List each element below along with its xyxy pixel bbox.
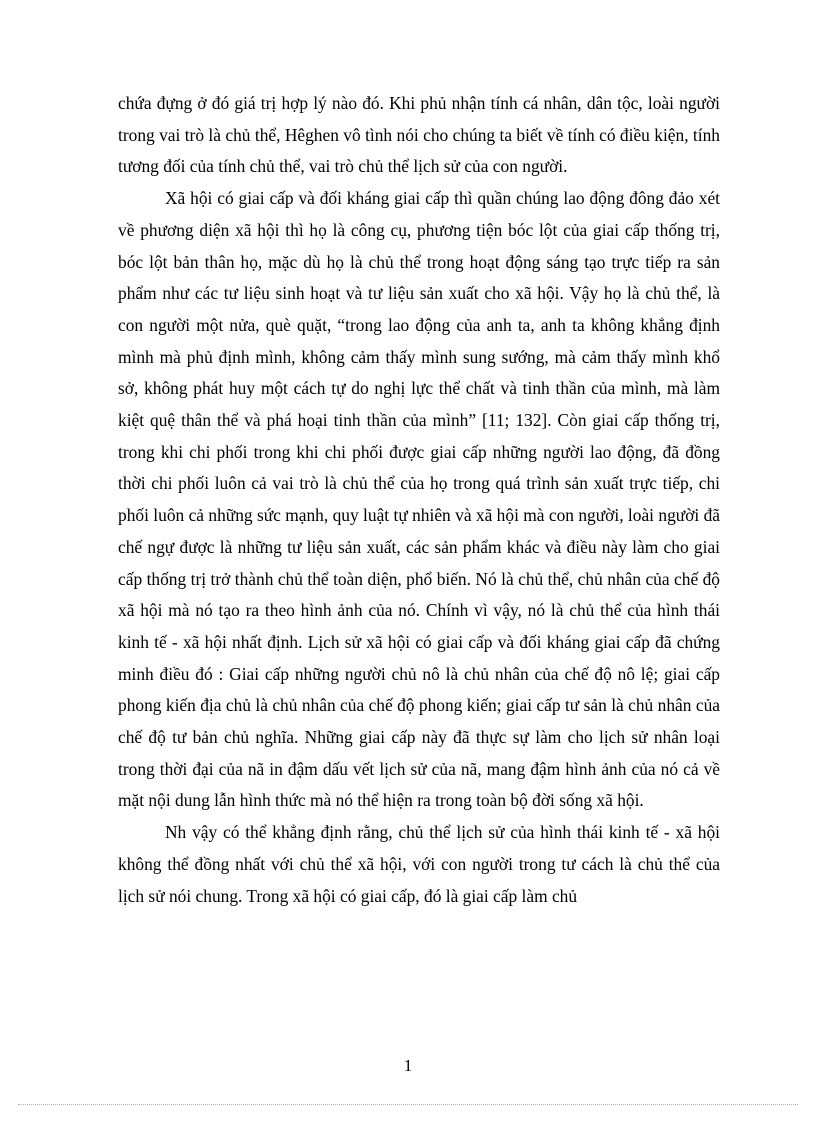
paragraph-conclusion: Nh vậy có thể khẳng định rằng, chủ thể lịch sử của hình thái kinh tế - xã hội không thể đồng nhất với chủ thể xã hội, với con người trong tư cách là chủ thể của lịch sử nói chung. Trong xã hội có giai cấp, đó là giai cấp làm chủ (118, 822, 720, 906)
body-text (118, 88, 720, 912)
paragraph-class-society: Xã hội có giai cấp và đối kháng giai cấp thì quần chúng lao động đông đảo xét về phương diện xã hội thì họ là công cụ, phương tiện bóc lột của giai cấp thống trị, bóc lột bản thân họ, mặc dù họ là chủ thể trong hoạt động sáng tạo trực tiếp ra sản phẩm như các tư liệu sinh hoạt và tư liệu sản xuất cho xã hội. Vậy họ là chủ thể, là con người một nửa, què quặt, “trong lao động của anh ta, anh ta không khẳng định mình mà phủ định mình, không cảm thấy mình sung sướng, mà cảm thấy mình khổ sở, không phát huy một cách tự do nghị lực thể chất và tinh thần của mình, mà làm kiệt quệ thân thể và phá hoại tinh thần của mình” [11; 132]. Còn giai cấp thống trị, trong khi chi phối trong khi chi phối được giai cấp những người lao động, đã đồng thời chi phối luôn cả vai trò là chủ thể của họ trong quá trình sản xuất trực tiếp, chi phối luôn cả những sức mạnh, quy luật tự nhiên và xã hội mà con người, loài người đã chế ngự được là những tư liệu sản xuất, các sản phẩm khác và điều này làm cho giai cấp thống trị trở thành chủ thể toàn diện, phổ biến. Nó là chủ thể, chủ nhân của chế độ xã hội mà nó tạo ra theo hình ảnh của nó. Chính vì vậy, nó là chủ thể của hình thái kinh tế - xã hội nhất định. Lịch sử xã hội có giai cấp và đối kháng giai cấp đã chứng minh điều đó : Giai cấp những người chủ nô là chủ nhân của chế độ nô lệ; giai cấp phong kiến địa chủ là chủ nhân của chế độ phong kiến; giai cấp tư sản là chủ nhân của chế độ tư bản chủ nghĩa. Những giai cấp này đã thực sự làm cho lịch sử nhân loại trong thời đại của nã in đậm dấu vết lịch sử của nã, mang đậm hình ảnh của nó cả về mặt nội dung lẫn hình thức mà nó thể hiện ra trong toàn bộ đời sống xã hội. (118, 188, 720, 811)
page-number: 1 (403, 1056, 413, 1075)
footer-divider (18, 1104, 798, 1105)
paragraph-continuation: chứa đựng ở đó giá trị hợp lý nào đó. Khi phủ nhận tính cá nhân, dân tộc, loài người trong vai trò là chủ thể, Hêghen vô tình nói cho chúng ta biết về tính có điều kiện, tính tương đối của tính chủ thể, vai trò chủ thể lịch sử của con người. (118, 93, 720, 177)
